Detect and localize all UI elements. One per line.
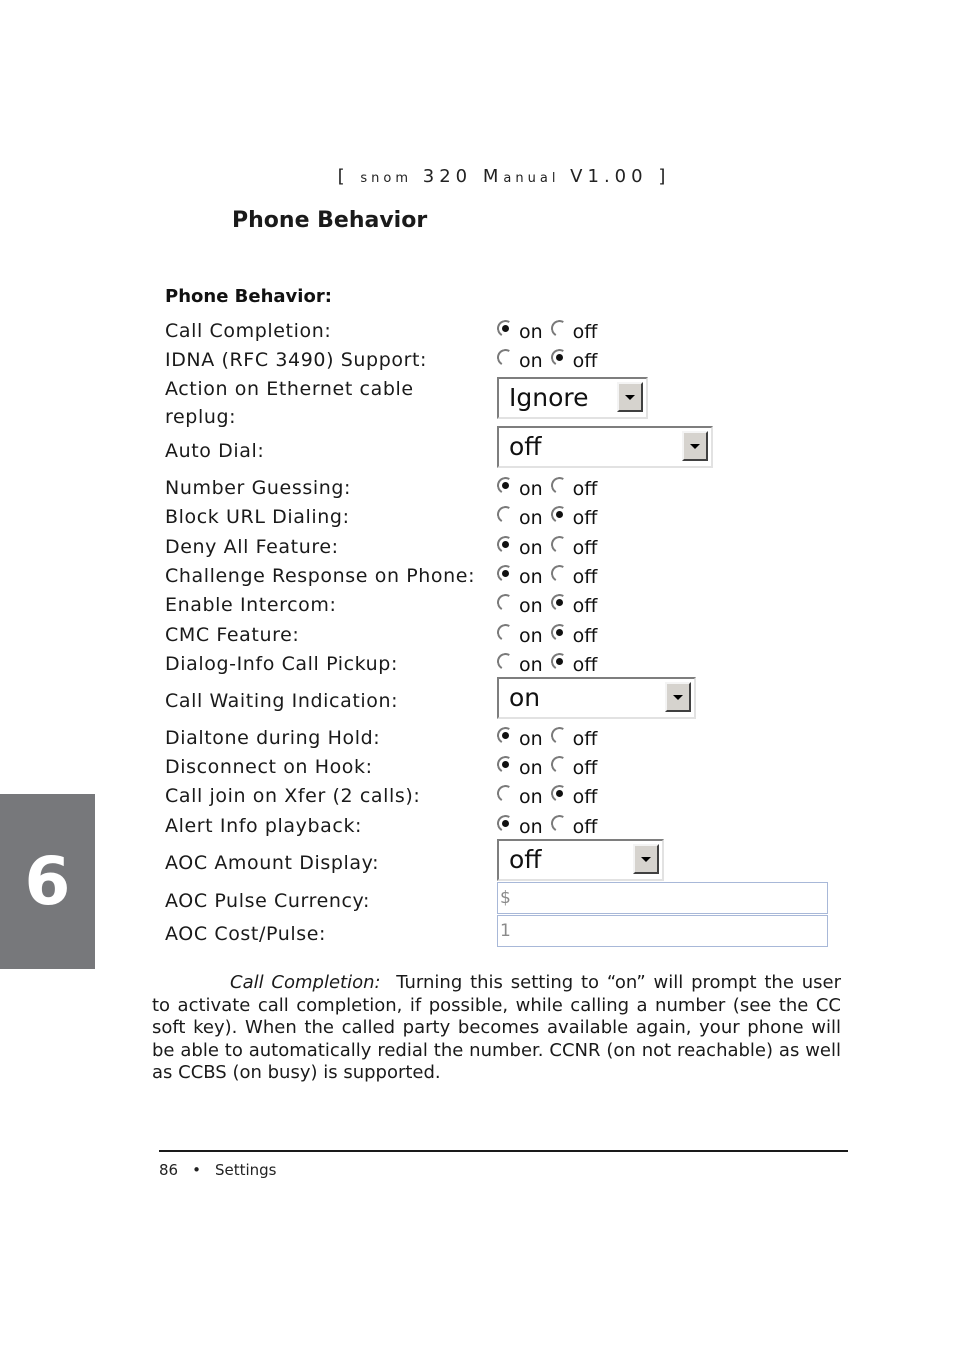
radio-group-idna-rfc-3490-support	[497, 348, 605, 374]
radio-group-call-join-on-xfer-2-calls	[497, 784, 605, 810]
radio-group-challenge-response-on-phone	[497, 564, 605, 590]
label-dialog-info-call-pickup: Dialog-Info Call Pickup:	[165, 653, 398, 675]
description-paragraph	[152, 972, 841, 1085]
radio-label-on: on	[519, 728, 543, 750]
input-aoc-cost-pulse[interactable]	[497, 915, 828, 947]
radio-label-off: off	[572, 537, 598, 559]
select-value: off	[509, 845, 542, 874]
radio-label-on: on	[519, 566, 543, 588]
radio-label-off: off	[572, 507, 598, 529]
paragraph-term: Call Completion:	[230, 972, 381, 993]
radio-off-block-url-dialing[interactable]	[551, 506, 568, 523]
radio-selected-dot	[502, 761, 509, 768]
radio-label-off: off	[572, 654, 598, 676]
label-disconnect-on-hook: Disconnect on Hook:	[165, 756, 373, 778]
radio-label-off: off	[572, 757, 598, 779]
radio-selected-dot	[556, 790, 563, 797]
radio-off-alert-info-playback[interactable]	[551, 815, 568, 832]
radio-selected-dot	[502, 570, 509, 577]
label-deny-all-feature: Deny All Feature:	[165, 536, 339, 558]
radio-group-block-url-dialing	[497, 505, 605, 531]
header-bracket-open: [	[337, 166, 350, 187]
select-auto-dial[interactable]	[497, 426, 713, 468]
radio-on-number-guessing[interactable]	[497, 477, 514, 494]
header-bracket-close: ]	[658, 166, 671, 187]
section-heading: Phone Behavior	[232, 208, 428, 233]
chapter-tab: 6	[0, 794, 95, 969]
header-manual-rest: anual	[503, 171, 560, 186]
chevron-down-icon[interactable]	[633, 844, 659, 874]
radio-selected-dot	[556, 599, 563, 606]
radio-label-on: on	[519, 786, 543, 808]
radio-label-on: on	[519, 507, 543, 529]
radio-label-on: on	[519, 537, 543, 559]
radio-on-idna-rfc-3490-support[interactable]	[497, 349, 514, 366]
radio-label-off: off	[572, 350, 598, 372]
radio-group-alert-info-playback	[497, 814, 605, 840]
radio-selected-dot	[502, 541, 509, 548]
footer-bullet: •	[192, 1161, 201, 1179]
input-value: 1	[500, 921, 511, 941]
radio-group-deny-all-feature	[497, 535, 605, 561]
label-call-join-on-xfer-2-calls: Call join on Xfer (2 calls):	[165, 785, 421, 807]
page-number: 86	[159, 1161, 179, 1179]
label-auto-dial: Auto Dial:	[165, 440, 265, 462]
radio-selected-dot	[556, 658, 563, 665]
input-aoc-pulse-currency[interactable]	[497, 882, 828, 914]
chevron-down-icon[interactable]	[617, 382, 643, 412]
radio-selected-dot	[556, 511, 563, 518]
radio-off-challenge-response-on-phone[interactable]	[551, 565, 568, 582]
label-block-url-dialing: Block URL Dialing:	[165, 506, 350, 528]
label-number-guessing: Number Guessing:	[165, 477, 351, 499]
radio-selected-dot	[556, 629, 563, 636]
header-model: 320	[422, 166, 473, 187]
footer-section: Settings	[214, 1161, 277, 1179]
radio-off-disconnect-on-hook[interactable]	[551, 756, 568, 773]
select-aoc-amount-display[interactable]	[497, 839, 664, 881]
radio-group-call-completion	[497, 319, 605, 345]
label-dialtone-during-hold: Dialtone during Hold:	[165, 727, 381, 749]
paragraph-text: Turning this setting to “on” will prompt the user to activate call completion, if possible, while calling a number (see the CC soft key). When the called party becomes available again, your phone will be able to automatically redial the number. CCNR (on not reachable) as well as CCBS (on busy) is supported.	[152, 972, 841, 1084]
radio-label-on: on	[519, 757, 543, 779]
radio-label-on: on	[519, 654, 543, 676]
radio-off-dialtone-during-hold[interactable]	[551, 727, 568, 744]
radio-on-challenge-response-on-phone[interactable]	[497, 565, 514, 582]
label-call-waiting-indication: Call Waiting Indication:	[165, 690, 399, 712]
radio-off-enable-intercom[interactable]	[551, 594, 568, 611]
chevron-down-icon[interactable]	[665, 682, 691, 712]
radio-off-call-join-on-xfer-2-calls[interactable]	[551, 785, 568, 802]
radio-selected-dot	[502, 732, 509, 739]
radio-label-off: off	[572, 728, 598, 750]
page-footer	[159, 1161, 276, 1179]
radio-off-number-guessing[interactable]	[551, 477, 568, 494]
header-manual-initial: M	[482, 166, 504, 187]
radio-group-disconnect-on-hook	[497, 755, 605, 781]
radio-group-enable-intercom	[497, 593, 605, 619]
radio-selected-dot	[556, 354, 563, 361]
chevron-down-icon[interactable]	[682, 431, 708, 461]
radio-on-block-url-dialing[interactable]	[497, 506, 514, 523]
radio-label-off: off	[572, 786, 598, 808]
radio-label-on: on	[519, 478, 543, 500]
label-alert-info-playback: Alert Info playback:	[165, 815, 363, 837]
radio-label-off: off	[572, 478, 598, 500]
radio-label-off: off	[572, 595, 598, 617]
radio-label-on: on	[519, 625, 543, 647]
input-value: $	[500, 888, 511, 908]
radio-on-disconnect-on-hook[interactable]	[497, 756, 514, 773]
radio-on-alert-info-playback[interactable]	[497, 815, 514, 832]
radio-on-cmc-feature[interactable]	[497, 624, 514, 641]
radio-label-on: on	[519, 816, 543, 838]
radio-selected-dot	[502, 325, 509, 332]
radio-label-on: on	[519, 350, 543, 372]
radio-off-idna-rfc-3490-support[interactable]	[551, 349, 568, 366]
radio-off-deny-all-feature[interactable]	[551, 536, 568, 553]
footer-rule	[159, 1150, 848, 1152]
radio-on-call-join-on-xfer-2-calls[interactable]	[497, 785, 514, 802]
label-action-on-ethernet-cable-line2: replug:	[165, 406, 237, 428]
radio-group-dialtone-during-hold	[497, 726, 605, 752]
radio-label-off: off	[572, 566, 598, 588]
select-value: Ignore	[509, 383, 589, 412]
label-enable-intercom: Enable Intercom:	[165, 594, 337, 616]
radio-on-call-completion[interactable]	[497, 320, 514, 337]
label-cmc-feature: CMC Feature:	[165, 624, 300, 646]
label-aoc-pulse-currency: AOC Pulse Currency:	[165, 890, 371, 912]
radio-off-dialog-info-call-pickup[interactable]	[551, 653, 568, 670]
radio-on-enable-intercom[interactable]	[497, 594, 514, 611]
radio-group-number-guessing	[497, 476, 605, 502]
radio-on-dialtone-during-hold[interactable]	[497, 727, 514, 744]
radio-off-cmc-feature[interactable]	[551, 624, 568, 641]
radio-on-deny-all-feature[interactable]	[497, 536, 514, 553]
form-title: Phone Behavior:	[165, 286, 332, 307]
label-aoc-cost-pulse: AOC Cost/Pulse:	[165, 923, 326, 945]
header-brand: snom	[360, 171, 413, 186]
radio-label-off: off	[572, 321, 598, 343]
select-action-on-ethernet-cable[interactable]	[497, 377, 648, 419]
label-action-on-ethernet-cable: Action on Ethernet cable	[165, 378, 414, 400]
select-value: on	[509, 683, 541, 712]
header-version: V1.00	[570, 166, 648, 187]
radio-label-off: off	[572, 816, 598, 838]
radio-on-dialog-info-call-pickup[interactable]	[497, 653, 514, 670]
radio-selected-dot	[502, 820, 509, 827]
radio-label-off: off	[572, 625, 598, 647]
label-challenge-response-on-phone: Challenge Response on Phone:	[165, 565, 476, 587]
label-idna-rfc-3490-support: IDNA (RFC 3490) Support:	[165, 349, 428, 371]
select-call-waiting-indication[interactable]	[497, 677, 696, 719]
radio-off-call-completion[interactable]	[551, 320, 568, 337]
label-aoc-amount-display: AOC Amount Display:	[165, 852, 380, 874]
radio-label-on: on	[519, 595, 543, 617]
radio-group-dialog-info-call-pickup	[497, 652, 605, 678]
radio-selected-dot	[502, 482, 509, 489]
radio-label-on: on	[519, 321, 543, 343]
label-call-completion: Call Completion:	[165, 320, 332, 342]
select-value: off	[509, 432, 542, 461]
radio-group-cmc-feature	[497, 623, 605, 649]
